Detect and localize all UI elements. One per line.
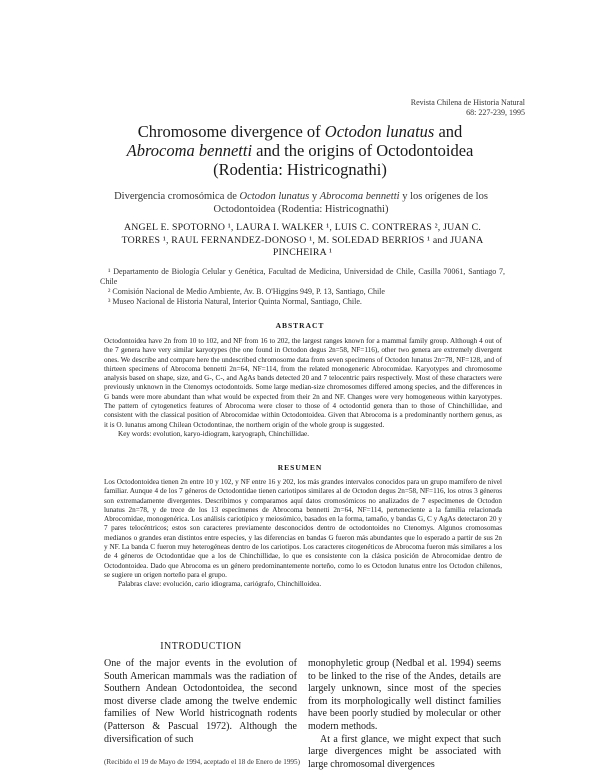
abstract-body	[104, 337, 502, 439]
affiliations	[100, 267, 505, 307]
paper-title	[80, 122, 520, 179]
title-text: and	[434, 122, 463, 141]
subtitle-species: Octodon lunatus	[239, 191, 310, 202]
subtitle-text: Divergencia cromosómica de	[114, 191, 240, 202]
abstract-heading: ABSTRACT	[275, 321, 325, 330]
title-text: (Rodentia: Histricognathi)	[213, 160, 387, 179]
introduction-heading: INTRODUCTION	[160, 641, 242, 652]
right-column-paragraph-1: monophyletic group (Nedbal et al. 1994) seems to be linked to the rise of the Andes, details are largely unknown, since most of the species from its morphologically well distinct families have been poorly studied by molecular or other modern methods.	[308, 658, 501, 732]
introduction-right-column	[308, 658, 501, 771]
abstract-keywords: Key words: evolution, karyo-idiogram, karyograph, Chinchillidae.	[118, 429, 310, 438]
received-footnote: (Recibido el 19 de Mayo de 1994, aceptado el 18 de Enero de 1995)	[104, 758, 300, 766]
journal-name: Revista Chilena de Historia Natural	[410, 98, 525, 107]
affiliation: ³ Museo Nacional de Historia Natural, Interior Quinta Normal, Santiago, Chile.	[108, 297, 362, 306]
title-species: Octodon lunatus	[324, 122, 435, 141]
resumen-body	[104, 478, 502, 590]
introduction-left-column: One of the major events in the evolution of South American mammals was the radiation of Southern Andean Octodontoidea, the second most diverse clade among the twelve endemic families of New World histricognath rodents (Patterson & Pascual 1972). Although the diversification of such	[104, 658, 297, 745]
paper-subtitle	[105, 190, 497, 216]
resumen-heading: RESUMEN	[277, 463, 323, 472]
abstract-text: Octodontoidea have 2n from 10 to 102, and NF from 16 to 202, the largest ranges known for a mammal family group. Although 4 out of the 7 genera have very similar karyotypes (the one found in Octodon degus 2n=58, NF=116), other two genera are extremely divergent ones. We describe and compare here the undescribed chromosome data from seven specimens of Octodon lunatus 2n=78, NF=128, and of thirteen specimens of Abrocoma bennetti 2n=64, NF=114, from the related monogeneric Abrocomidae. Karyotypes and chromosome analysis based on shape, size, and G-, C-, and AgAs bands detected 20 and 7 telocentric pairs respectively. Most of these characters were previously unknown in the Ctenomys octodontoids. Some large median-size chromosomes differed among species, and the differences in G bands were more abundant than what would be expected from their 2n and NF. Changes were very homogeneous within karyotypes. The pattern of cytogenetics features of Abrocoma were closer to those of 4 octodontid genera than to those of Chinchillidae, and consistent with the classical position of Abrocomidae within Octodontoidea. Given that Abrocoma is a predominantly northern genus, as it is O. lunatus among Chilean Octodontinae, the northern origin of the whole group is suggested.	[104, 337, 502, 429]
resumen-keywords: Palabras clave: evolución, cario idiograma, cariógrafo, Chinchilloidea.	[118, 580, 322, 589]
affiliation: ¹ Departamento de Biología Celular y Genética, Facultad de Medicina, Universidad de Chile, Casilla 70061, Santiago 7, Chile	[100, 267, 505, 286]
subtitle-text: y	[309, 191, 320, 202]
affiliation: ² Comisión Nacional de Medio Ambiente, Av. B. O'Higgins 949, P. 13, Santiago, Chile	[108, 287, 385, 296]
title-text: Chromosome divergence of	[137, 122, 325, 141]
author-list: ANGEL E. SPOTORNO ¹, LAURA I. WALKER ¹, LUIS C. CONTRERAS ², JUAN C. TORRES ¹, RAUL FERNANDEZ-DONOSO ¹, M. SOLEDAD BERRIOS ¹ and JUANA PINCHEIRA ¹	[121, 222, 484, 258]
title-species: Abrocoma bennetti	[126, 141, 253, 160]
title-text: and the origins of Octodontoidea	[252, 141, 474, 160]
journal-header	[411, 98, 525, 118]
subtitle-text: y los orígenes de los Octodontoidea (Rodentia: Histricognathi)	[213, 191, 488, 215]
resumen-text: Los Octodontoidea tienen 2n entre 10 y 102, y NF entre 16 y 202, los más grandes intervalos conocidos para un grupo mamífero de nivel familiar. Aunque 4 de los 7 géneros de Octodontidae tienen cariotipos similares al de Octodon degus 2n=58, NF=116, los otros 3 géneros son extremadamente divergentes. Describimos y comparamos aquí datos cromosómicos no analizados de 7 especímenes de Octodon lunatus 2n=78, y de trece de los 13 especímenes de Abrocoma bennetti 2n=64, NF=114, perteneciente a la familia relacionada Abrocomidae, monogenérica. Los análisis cariotípico y meiosómico, basados en la forma, tamaño, y bandas G, C y AgAs detectaron 20 y 7 pares telocéntricos; estos son caracteres previamente desconocidos dentro de octodontoides no Ctenomys. Algunos cromosomas medianos o grandes eran distintos entre especies, y las diferencias en bandas G fueron más abundantes que lo esperado a partir de sus 2n y NF. La banda C fueron muy heterogéneas dentro de los cariotipos. Los caracteres citogenéticos de Abrocoma fueron más similares a los de 4 géneros de Octodontidae que a los de Chinchillidae, lo que es consistente con la clásica posición de Abrocomidae dentro de Octodontoidea. Dado que Abrocoma es un género predominantemente norteño, como lo es Octodon lunatus entre los Octodon chilenos, se sugiere un origen norteño para el grupo.	[104, 478, 502, 579]
journal-citation: 68: 227-239, 1995	[466, 108, 525, 117]
right-column-paragraph-2: At a first glance, we might expect that such large divergences might be associated with large chromosomal divergences	[308, 733, 501, 770]
subtitle-species: Abrocoma bennetti	[319, 191, 400, 202]
